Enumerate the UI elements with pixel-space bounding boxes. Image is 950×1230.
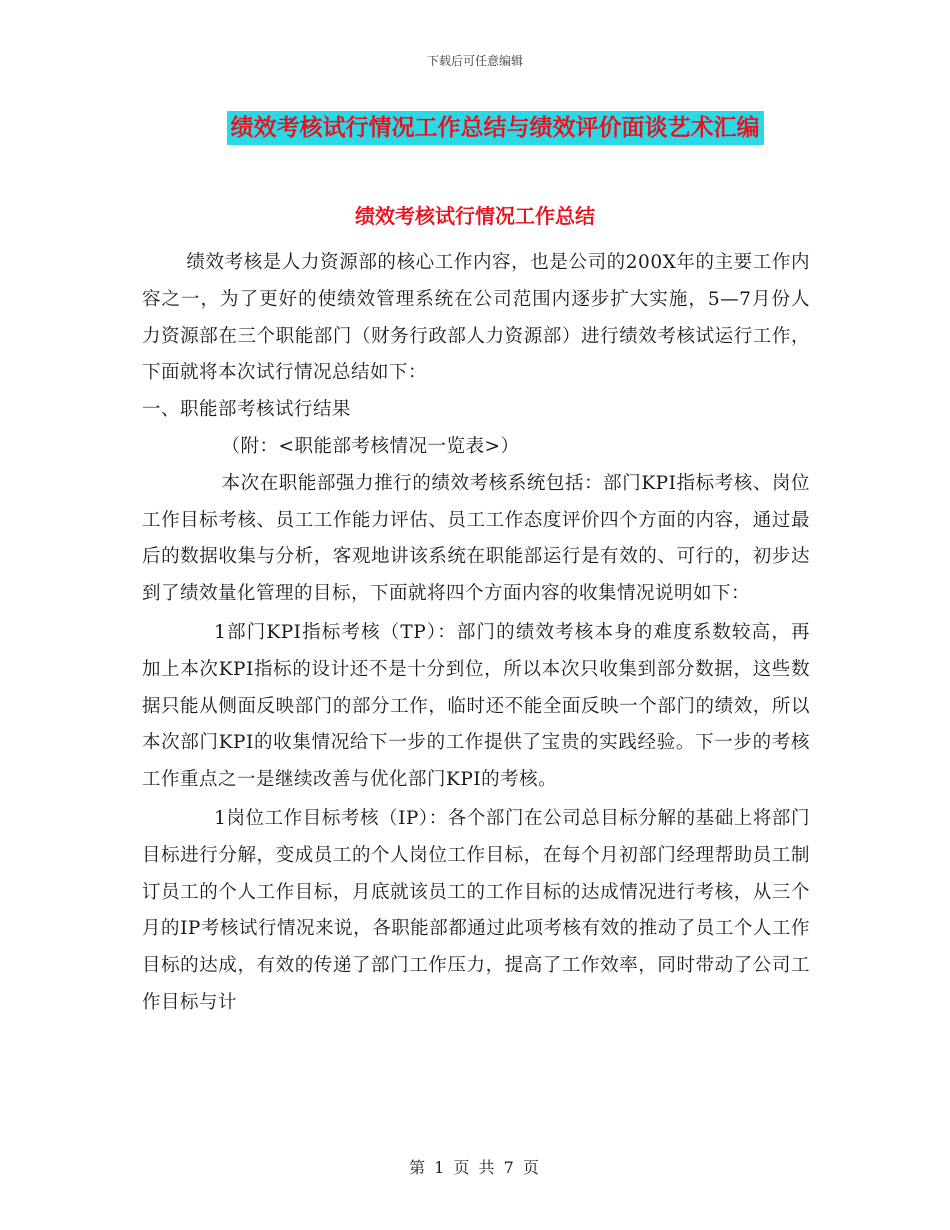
paragraph-system-overview: 本次在职能部强力推行的绩效考核系统包括：部门KPI指标考核、岗位工作目标考核、员工工作能力评估、员工工作态度评价四个方面的内容，通过最后的数据收集与分析，客观地讲该系统在职能部运行是有效的、可行的，初步达到了绩效量化管理的目标，下面就将四个方面内容的收集情况说明如下： xyxy=(142,472,810,605)
main-title-container xyxy=(0,111,950,145)
page-header-note: 下载后可任意编辑 xyxy=(426,54,523,68)
document-body xyxy=(142,245,810,1022)
paragraph-attachment-note: （附：<职能部考核情况一览表>） xyxy=(221,435,520,457)
paragraph-intro: 绩效考核是人力资源部的核心工作内容，也是公司的200X年的主要工作内容之一，为了更好的使绩效管理系统在公司范围内逐步扩大实施，5—7月份人力资源部在三个职能部门（财务行政部人力资源部）进行绩效考核试运行工作，下面就将本次试行情况总结如下： xyxy=(142,252,810,384)
paragraph-job-goal-assessment: 1岗位工作目标考核（IP）：各个部门在公司总目标分解的基础上将部门目标进行分解，变成员工的个人岗位工作目标，在每个月初部门经理帮助员工制订员工的个人工作目标，月底就该员工的工作目标的达成情况进行考核，从三个月的IP考核试行情况来说，各职能部都通过此项考核有效的推动了员工个人工作目标的达成，有效的传递了部门工作压力，提高了工作效率，同时带动了公司工作目标与计 xyxy=(142,807,810,1013)
page-footer-number: 第 1 页 共 7 页 xyxy=(409,1158,541,1177)
heading-section-one: 一、职能部考核试行结果 xyxy=(142,399,352,421)
main-title: 绩效考核试行情况工作总结与绩效评价面谈艺术汇编 xyxy=(227,111,764,145)
section-title: 绩效考核试行情况工作总结 xyxy=(355,204,595,228)
paragraph-kpi-assessment: 1部门KPI指标考核（TP）：部门的绩效考核本身的难度系数较高，再加上本次KPI指标的设计还不是十分到位，所以本次只收集到部分数据，这些数据只能从侧面反映部门的部分工作，临时还不能全面反映一个部门的绩效，所以本次部门KPI的收集情况给下一步的工作提供了宝贵的实践经验。下一步的考核工作重点之一是继续改善与优化部门KPI的考核。 xyxy=(142,621,810,791)
